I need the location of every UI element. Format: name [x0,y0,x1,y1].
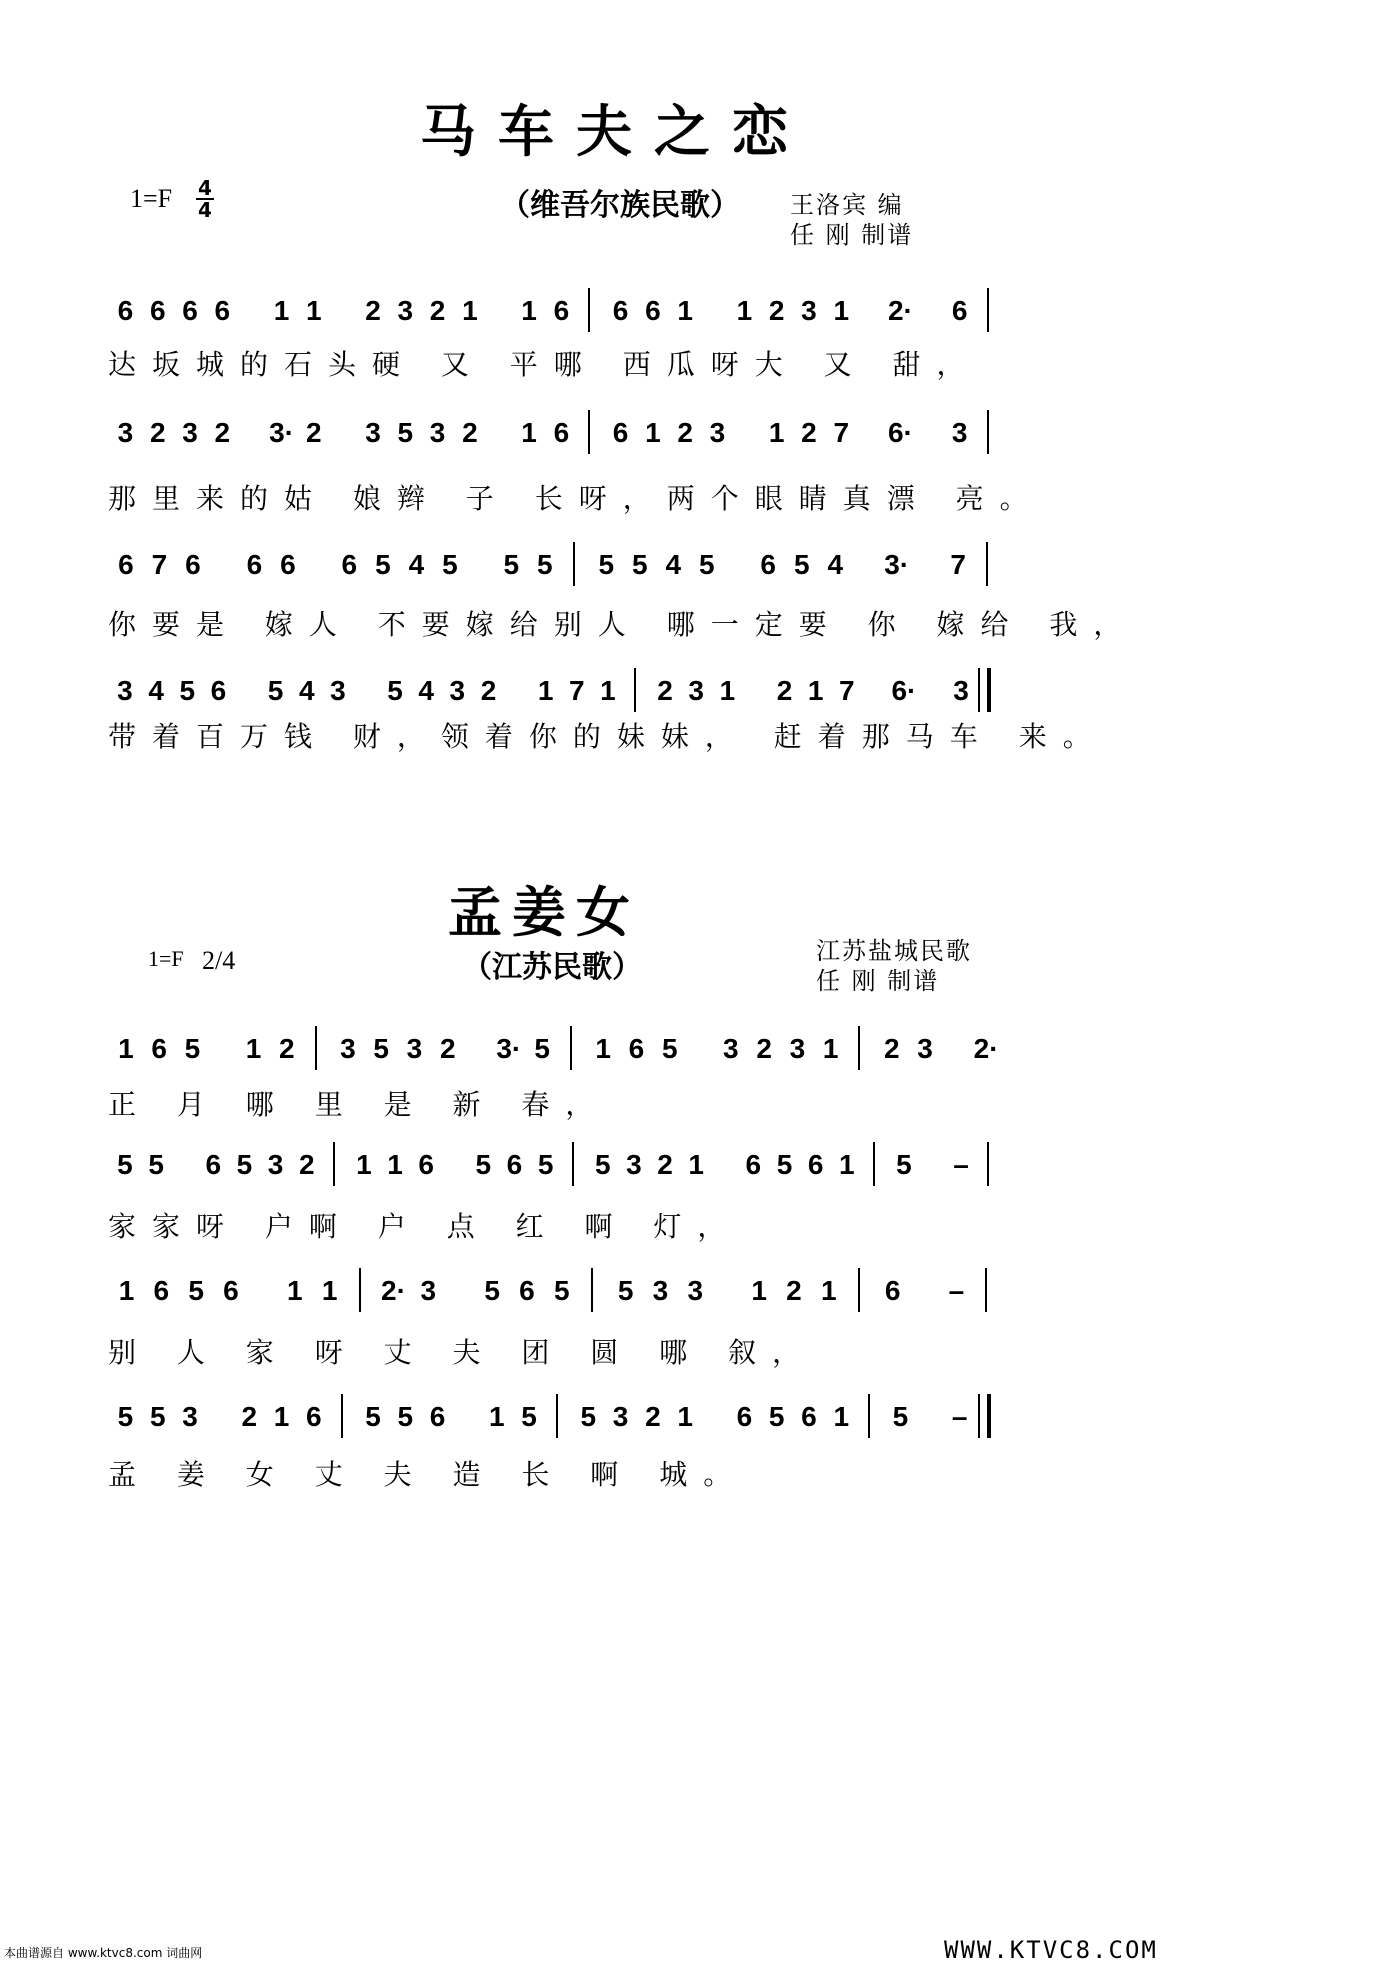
song2-key: 1=F [148,946,184,971]
note: 5 [793,549,810,580]
song2-transcriber: 任 刚 制谱 [816,967,940,995]
note: 6 [280,549,296,580]
note: 7 [833,417,850,448]
note: 1 [807,675,824,706]
note: 1 [677,295,693,326]
note: 6 [553,295,570,326]
note: 3 [182,1401,198,1432]
barline [634,668,636,712]
note: 3 [709,417,726,448]
barline [858,1268,860,1312]
note: 2 [657,675,673,706]
note: 2 [241,1401,258,1432]
note: 3 [182,417,198,448]
lyric-line: 那里来的姑 娘辫 子 长呀，两个眼睛真漂 亮。 [108,482,1044,515]
barline [341,1394,343,1438]
note: 2 [214,417,231,448]
note: 2 [645,1401,661,1432]
note: 3 [723,1033,739,1064]
note: 5 [387,675,403,706]
barline [986,542,988,586]
note: 7 [950,549,966,580]
note: 3 [917,1033,933,1064]
note: 2 [776,675,793,706]
note: 3 [340,1033,356,1064]
lyric-line: 你要是 嫁人 不要嫁给别人 哪一定要 你 嫁给 我， [108,608,1138,641]
note: 6 [807,1149,824,1180]
lyric-line: 带着百万钱 财，领着你的妹妹， 赶着那马车 来。 [108,720,1107,753]
note: 5 [397,1401,414,1432]
note: 5 [236,1149,253,1180]
note: 2 [439,1033,456,1064]
note: 6 [214,295,231,326]
note: 3 [429,417,446,448]
note: 3 [953,675,969,706]
footer-watermark: WWW.KTVC8.COM [944,1936,1158,1964]
note: 4 [827,549,844,580]
lyric-line: 家家呀 户啊 户 点 红 啊 灯， [108,1210,742,1243]
note: 5 [149,1401,166,1432]
note: 1 [839,1149,855,1180]
lyric-line: 别 人 家 呀 丈 夫 团 圆 哪 叙， [108,1336,817,1369]
note: 5 [373,1033,389,1064]
note: 1 [306,295,322,326]
note: 1 [645,417,661,448]
note: 6 [628,1033,645,1064]
barline [987,410,989,454]
note: 3 [688,675,704,706]
note: 6 [117,295,134,326]
barline [978,668,980,712]
note: 7 [839,675,855,706]
song1-credits [790,190,913,250]
note: 1 [273,295,290,326]
note: 1 [822,1033,839,1064]
note: 5 [179,675,196,706]
note: 2 [786,1275,802,1306]
note: 6 [182,295,198,326]
barline [591,1268,593,1312]
barline [858,1026,860,1070]
note: 5 [484,1275,500,1306]
time-numerator: 4 [198,176,212,200]
note: 2 [677,417,693,448]
note: 2 [365,295,381,326]
note: 1 [820,1275,837,1306]
note: 5 [580,1401,597,1432]
note: 6 [519,1275,535,1306]
note: 1 [489,1401,505,1432]
note: 1 [537,675,554,706]
note: 2· [973,1033,999,1064]
note: 5 [521,1401,537,1432]
note: 4 [418,675,434,706]
note: 6 [612,295,629,326]
note: 2 [801,417,817,448]
note: 6 [760,549,776,580]
note: 6 [223,1275,239,1306]
barline [978,1394,980,1438]
barline [359,1268,361,1312]
song2-origin: 江苏盐城民歌 [816,937,972,965]
note: 5 [267,675,284,706]
note: 3 [612,1401,629,1432]
note: 5 [117,1149,133,1180]
note: 5 [365,1401,381,1432]
note: 6 [645,295,661,326]
note: 1 [688,1149,704,1180]
note: 1 [600,675,616,706]
lyric-line: 孟 姜 女 丈 夫 造 长 啊 城。 [108,1458,748,1491]
note: 1 [521,417,537,448]
note: 5 [503,549,520,580]
note: 1 [387,1149,403,1180]
barline [333,1142,335,1186]
note: 2 [298,1149,315,1180]
song2-subtitle: （江苏民歌） [462,950,642,985]
barline [987,1142,989,1186]
note: 3 [330,675,346,706]
note: 3 [652,1275,669,1306]
note: 1 [833,1401,850,1432]
note: – [953,1149,969,1180]
note: 2 [149,417,166,448]
note: 1 [677,1401,693,1432]
barline [588,410,590,454]
song2-title: 孟姜女 [448,880,640,944]
note: 5 [534,1033,550,1064]
barline [315,1026,317,1070]
note: 5 [776,1149,793,1180]
note: 6 [205,1149,222,1180]
note: 1 [595,1033,611,1064]
note: 3· [269,417,294,448]
note: 5 [594,1149,611,1180]
lyric-line: 达坂城的石头硬 又 平哪 西瓜呀大 又 甜， [108,348,981,381]
note: 5 [397,417,414,448]
song2-credits [816,936,972,996]
note: 5 [442,549,458,580]
note: 6 [306,1401,322,1432]
lyric-line: 正 月 哪 里 是 新 春， [108,1088,610,1121]
note: 6 [153,1275,170,1306]
note: 2 [883,1033,900,1064]
note: 6 [151,1033,167,1064]
note: 3 [117,675,133,706]
note: 1 [287,1275,303,1306]
note: 5 [768,1401,785,1432]
song1-time-signature [196,178,214,220]
note: 6 [884,1275,901,1306]
footer-source: 本曲谱源自 www.ktvc8.com 词曲网 [4,1946,203,1960]
note: 1 [356,1149,372,1180]
note: 6 [429,1401,446,1432]
note: 4 [298,675,315,706]
barline [572,1142,574,1186]
note: 3 [397,295,414,326]
note: 5 [698,549,715,580]
note: 7 [568,675,585,706]
barline [873,1142,875,1186]
note: 1 [118,1275,135,1306]
note: 3 [626,1149,642,1180]
final-barline [987,668,991,712]
note: 1 [521,295,537,326]
note: 6 [745,1149,762,1180]
note: 1 [719,675,736,706]
note: 3 [449,675,466,706]
note: 4 [665,549,682,580]
note: 5 [184,1033,201,1064]
note: 1 [462,295,478,326]
note: 6 [951,295,968,326]
note: 6 [801,1401,817,1432]
note: 2 [480,675,497,706]
note: 6 [553,417,570,448]
note: 2 [306,417,322,448]
note: 6 [185,549,201,580]
note: 1 [273,1401,290,1432]
note: 4 [148,675,164,706]
note: 3 [789,1033,806,1064]
note: 4 [408,549,425,580]
note: 3· [496,1033,522,1064]
barline [985,1268,987,1312]
song1-transcriber: 任 刚 制谱 [790,221,914,249]
note: 5 [896,1149,912,1180]
note: 3 [365,417,381,448]
note: 1 [118,1033,134,1064]
note: 5 [188,1275,204,1306]
note: 2 [657,1149,673,1180]
note: 6 [418,1149,434,1180]
note: 5 [117,1401,134,1432]
note: 2 [429,295,446,326]
note: 6 [341,549,358,580]
note: 1 [321,1275,338,1306]
barline [573,542,575,586]
barline [570,1026,572,1070]
time-denominator: 4 [198,198,212,222]
note: 5 [661,1033,678,1064]
note: 1 [833,295,850,326]
note: 6 [612,417,629,448]
note: 1 [751,1275,767,1306]
note: 2· [381,1275,406,1306]
note: 3 [951,417,968,448]
note: 2 [279,1033,295,1064]
note: 5 [148,1149,164,1180]
song1-subtitle: （维吾尔族民歌） [500,188,740,223]
note: 1 [736,295,753,326]
song1-key: 1=F [130,184,173,213]
note: 5 [892,1401,909,1432]
note: 6 [246,549,263,580]
note: 6 [210,675,227,706]
song2-time-signature: 2/4 [202,946,236,975]
note: 3 [267,1149,284,1180]
note: 3 [687,1275,704,1306]
note: 6 [736,1401,753,1432]
note: 2 [756,1033,772,1064]
note: 5 [475,1149,492,1180]
note: 6 [149,295,166,326]
note: 1 [245,1033,262,1064]
barline [987,288,989,332]
barline [556,1394,558,1438]
note: 3· [884,549,910,580]
note: 5 [537,1149,554,1180]
song1-arranger: 王洛宾 编 [790,191,904,219]
note: 6· [891,675,917,706]
note: 7 [151,549,168,580]
note: 3 [420,1275,437,1306]
note: 5 [598,549,615,580]
note: 3 [406,1033,423,1064]
note: – [948,1275,965,1306]
note: 3 [117,417,134,448]
barline [588,288,590,332]
note: – [951,1401,968,1432]
note: 6 [118,549,134,580]
note: 5 [631,549,648,580]
note: 6 [506,1149,523,1180]
note: 5 [617,1275,634,1306]
note: 1 [768,417,785,448]
note: 5 [537,549,553,580]
final-barline [987,1394,991,1438]
note: 2· [887,295,913,326]
note: 2 [768,295,785,326]
note: 6· [887,417,913,448]
note: 5 [554,1275,570,1306]
note: 3 [801,295,817,326]
note: 5 [375,549,391,580]
song1-title: 马车夫之恋 [420,99,810,165]
note: 2 [462,417,478,448]
barline [868,1394,870,1438]
